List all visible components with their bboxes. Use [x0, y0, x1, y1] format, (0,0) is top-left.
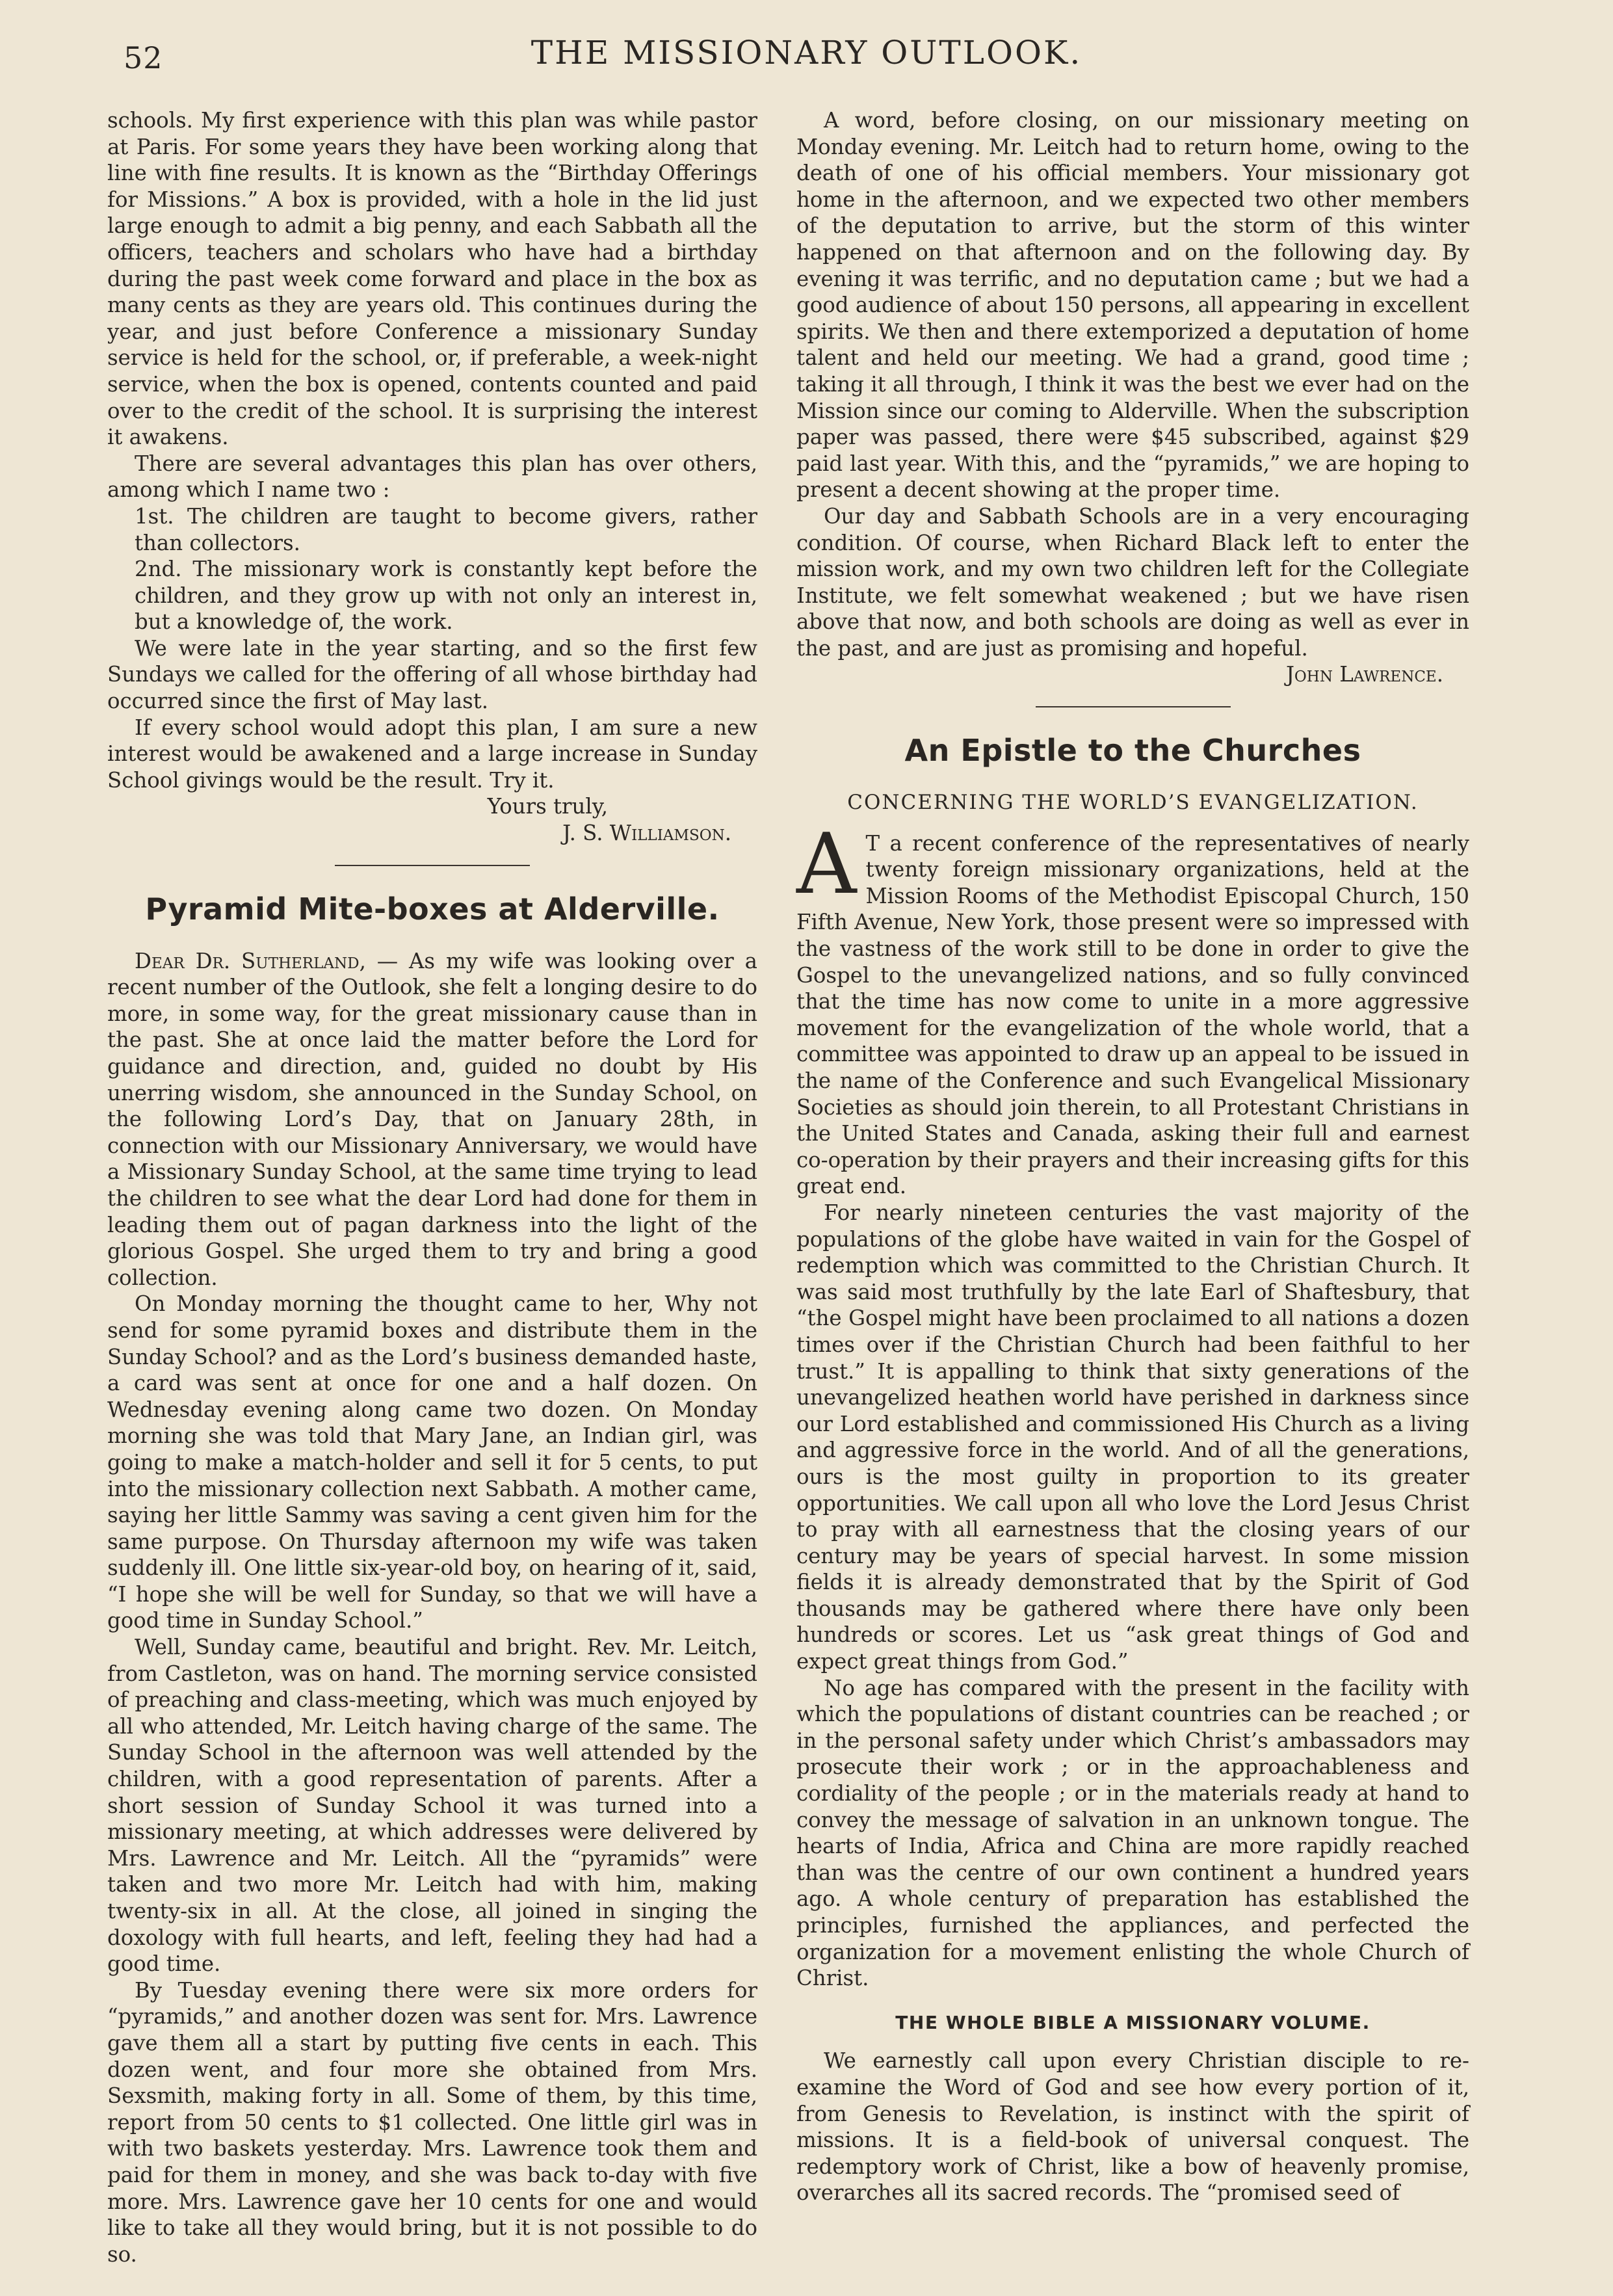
paragraph: We earnestly call upon every Christian disciple to re-examine the Word of God and see how every portion of it, from Genesis to Revelation, is instinct with the spirit of missions. It is a field-book of universal conquest. The redemptory work of Christ, like a bow of heavenly promise, overarches all its sacred records. The “promised seed of: [796, 2048, 1469, 2206]
article-headline: An Epistle to the Churches: [904, 733, 1361, 769]
section-heading: THE WHOLE BIBLE A MISSIONARY VOLUME.: [895, 2011, 1370, 2033]
paragraph: We were late in the year starting, and so the first few Sundays we called for the offering of all whose birthday had occurred since the first of May last.: [107, 635, 757, 714]
paragraph: Our day and Sabbath Schools are in a very encouraging condition. Of course, when Richard Black left to enter the mission work, and my own two children left for the Collegiate Institute, we felt somewhat weakened ; but we have risen above that now, and both schools are doing as well as ever in the past, and are just as promising and hopeful.: [796, 503, 1469, 661]
letter-closing: Yours truly,: [487, 794, 608, 819]
paragraph: schools. My first experience with this plan was while pastor at Paris. For some years they have been working along that line with fine results. It is known as the “Birthday Offerings for Missions.” A box is provided, with a hole in the lid just large enough to admit a big penny, and each Sabbath all the officers, teachers and scholars who have had a birthday during the past week come forward and place in the box as many cents as they are years old. This continues during the year, and just before Conference a missionary Sunday service is held for the school, or, if preferable, a week-night service, when the box is opened, contents counted and paid over to the credit of the school. It is surprising the interest it awakens.: [107, 108, 757, 450]
paragraph-text: T a recent conference of the representatives of nearly twenty foreign missionary organizations, held at the Mission Rooms of the Methodist Episcopal Church, 150 Fifth Avenue, New York, those present were so impressed with the vastness of the work still to be done in order to give the Gospel to the unevangelized nations, and so fully convinced that the time has now come to unite in a more aggressive movement for the evangelization of the whole world, that a committee was appointed to draw up an appeal to be issued in the name of the Conference and such Evangelical Missionary Societies as should join therein, to all Protestant Christians in the United States and Canada, asking their full and earnest co-operation by their prayers and their increasing gifts for this great end.: [796, 830, 1469, 1199]
paragraph: A word, before closing, on our missionary meeting on Monday evening. Mr. Leitch had to return home, owing to the death of one of his official members. Your missionary got home in the afternoon, and we expected two other members of the deputation to arrive, but the storm of this winter happened on that afternoon and on the following day. By evening it was terrific, and no deputation came ; but we had a good audience of about 150 persons, all appearing in excellent spirits. We then and there extemporized a deputation of home talent and held our meeting. We had a grand, good time ; taking it all through, I think it was the best we ever had on the Mission since our coming to Alderville. When the subscription paper was passed, there were $45 subscribed, against $29 paid last year. With this, and the “pyramids,” we are hoping to present a decent showing at the proper time.: [796, 108, 1469, 503]
letter-signature: John Lawrence.: [1285, 662, 1443, 687]
paragraph: There are several advantages this plan has over others, among which I name two :: [107, 451, 757, 503]
letter-signature: J. S. Williamson.: [562, 821, 731, 846]
paragraph: By Tuesday evening there were six more orders for “pyramids,” and another dozen was sent for. Mrs. Lawrence gave them all a start by putting five cents in each. This dozen went, and four more she obtained from Mrs. Sexsmith, making forty in all. Some of them, by this time, report from 50 cents to $1 collected. One little girl was in with two baskets yesterday. Mrs. Lawrence took them and paid for them in money, and she was back to-day with five more. Mrs. Lawrence gave her 10 cents for one and would like to take all they would bring, but it is not possible to do so.: [107, 1977, 757, 2267]
list-item: 1st. The children are taught to become givers, rather than collectors.: [135, 503, 757, 555]
paragraph: Well, Sunday came, beautiful and bright. Rev. Mr. Leitch, from Castleton, was on hand. The morning service consisted of preaching and class-meeting, which was much enjoyed by all who attended, Mr. Leitch having charge of the same. The Sunday School in the afternoon was well attended by the children, with a good representation of parents. After a short session of Sunday School it was turned into a missionary meeting, at which addresses were delivered by Mrs. Lawrence and Mr. Leitch. All the “pyramids” were taken and two more Mr. Leitch had with him, making twenty-six in all. At the close, all joined in singing the doxology with full hearts, and left, feeling they had had a good time.: [107, 1635, 757, 1977]
paragraph: [107, 948, 757, 1291]
paragraph: If every school would adopt this plan, I am sure a new interest would be awakened and a large increase in Sunday School givings would be the result. Try it.: [107, 715, 757, 793]
paragraph: For nearly nineteen centuries the vast majority of the populations of the globe have waited in vain for the Gospel of redemption which was committed to the Christian Church. It was said most truthfully by the late Earl of Shaftesbury, that “the Gospel might have been proclaimed to all nations a dozen times over if the Christian Church had been faithful to her trust.” It is appalling to think that sixty generations of the unevangelized heathen world have perished in darkness since our Lord established and commissioned His Church as a living and aggressive force in the world. And of all the generations, ours is the most guilty in proportion to its greater opportunities. We call upon all who love the Lord Jesus Christ to pray with all earnestness that the closing years of our century may be years of special harvest. In some mission fields it is already demonstrated that by the Spirit of God thousands may be gathered where there have only been hundreds or scores. Let us “ask great things of God and expect great things from God.”: [796, 1200, 1469, 1674]
salutation: Dear Dr. Sutherland,: [135, 948, 366, 973]
section-divider: [1036, 706, 1231, 707]
paragraph: [796, 815, 1469, 1200]
paragraph-text: — As my wife was looking over a recent number of the Outlook, she felt a longing desire to do more, in some way, for the great missionary cause than in the past. She at once laid the matter before the Lord for guidance and direction, and, guided no doubt by His unerring wisdom, she announced in the Sunday School, on the following Lord’s Day, that on January 28th, in connection with our Missionary Anniversary, we would have a Missionary Sunday School, at the same time trying to lead the children to see what the dear Lord had done for them in leading them out of pagan darkness into the light of the glorious Gospel. She urged them to try and bring a good collection.: [107, 948, 757, 1290]
page-number: 52: [124, 40, 163, 75]
article-headline: Pyramid Mite-boxes at Alderville.: [145, 891, 720, 927]
left-column: [107, 107, 757, 2267]
running-head: THE MISSIONARY OUTLOOK.: [531, 34, 1082, 72]
section-divider: [335, 865, 530, 866]
paragraph: On Monday morning the thought came to her, Why not send for some pyramid boxes and distribute them in the Sunday School? and as the Lord’s business demanded haste, a card was sent at once for one and a half dozen. On Wednesday evening along came two dozen. On Monday morning she was told that Mary Jane, an Indian girl, was going to make a match-holder and sell it for 5 cents, to put into the missionary collection next Sabbath. A mother came, saying her little Sammy was saving a cent given him for the same purpose. On Thursday afternoon my wife was taken suddenly ill. One little six-year-old boy, on hearing of it, said, “I hope she will be well for Sunday, so that we will have a good time in Sunday School.”: [107, 1291, 757, 1633]
article-subhead: CONCERNING THE WORLD’S EVANGELIZATION.: [847, 791, 1419, 815]
paragraph: No age has compared with the present in the facility with which the populations of distant countries can be reached ; or in the personal safety under which Christ’s ambassadors may prosecute their work ; or in the approachableness and cordiality of the people ; or in the materials ready at hand to convey the message of salvation in an unknown tongue. The hearts of India, Africa and China are more rapidly reached than was the centre of our own continent a hundred years ago. A whole century of preparation has established the principles, furnished the appliances, and perfected the organization for a movement enlisting the whole Church of Christ.: [796, 1675, 1469, 1991]
list-item: 2nd. The missionary work is constantly kept before the children, and they grow up with not only an interest in, but a knowledge of, the work.: [135, 557, 757, 635]
right-column: [796, 107, 1469, 2206]
drop-cap: A: [796, 815, 857, 913]
